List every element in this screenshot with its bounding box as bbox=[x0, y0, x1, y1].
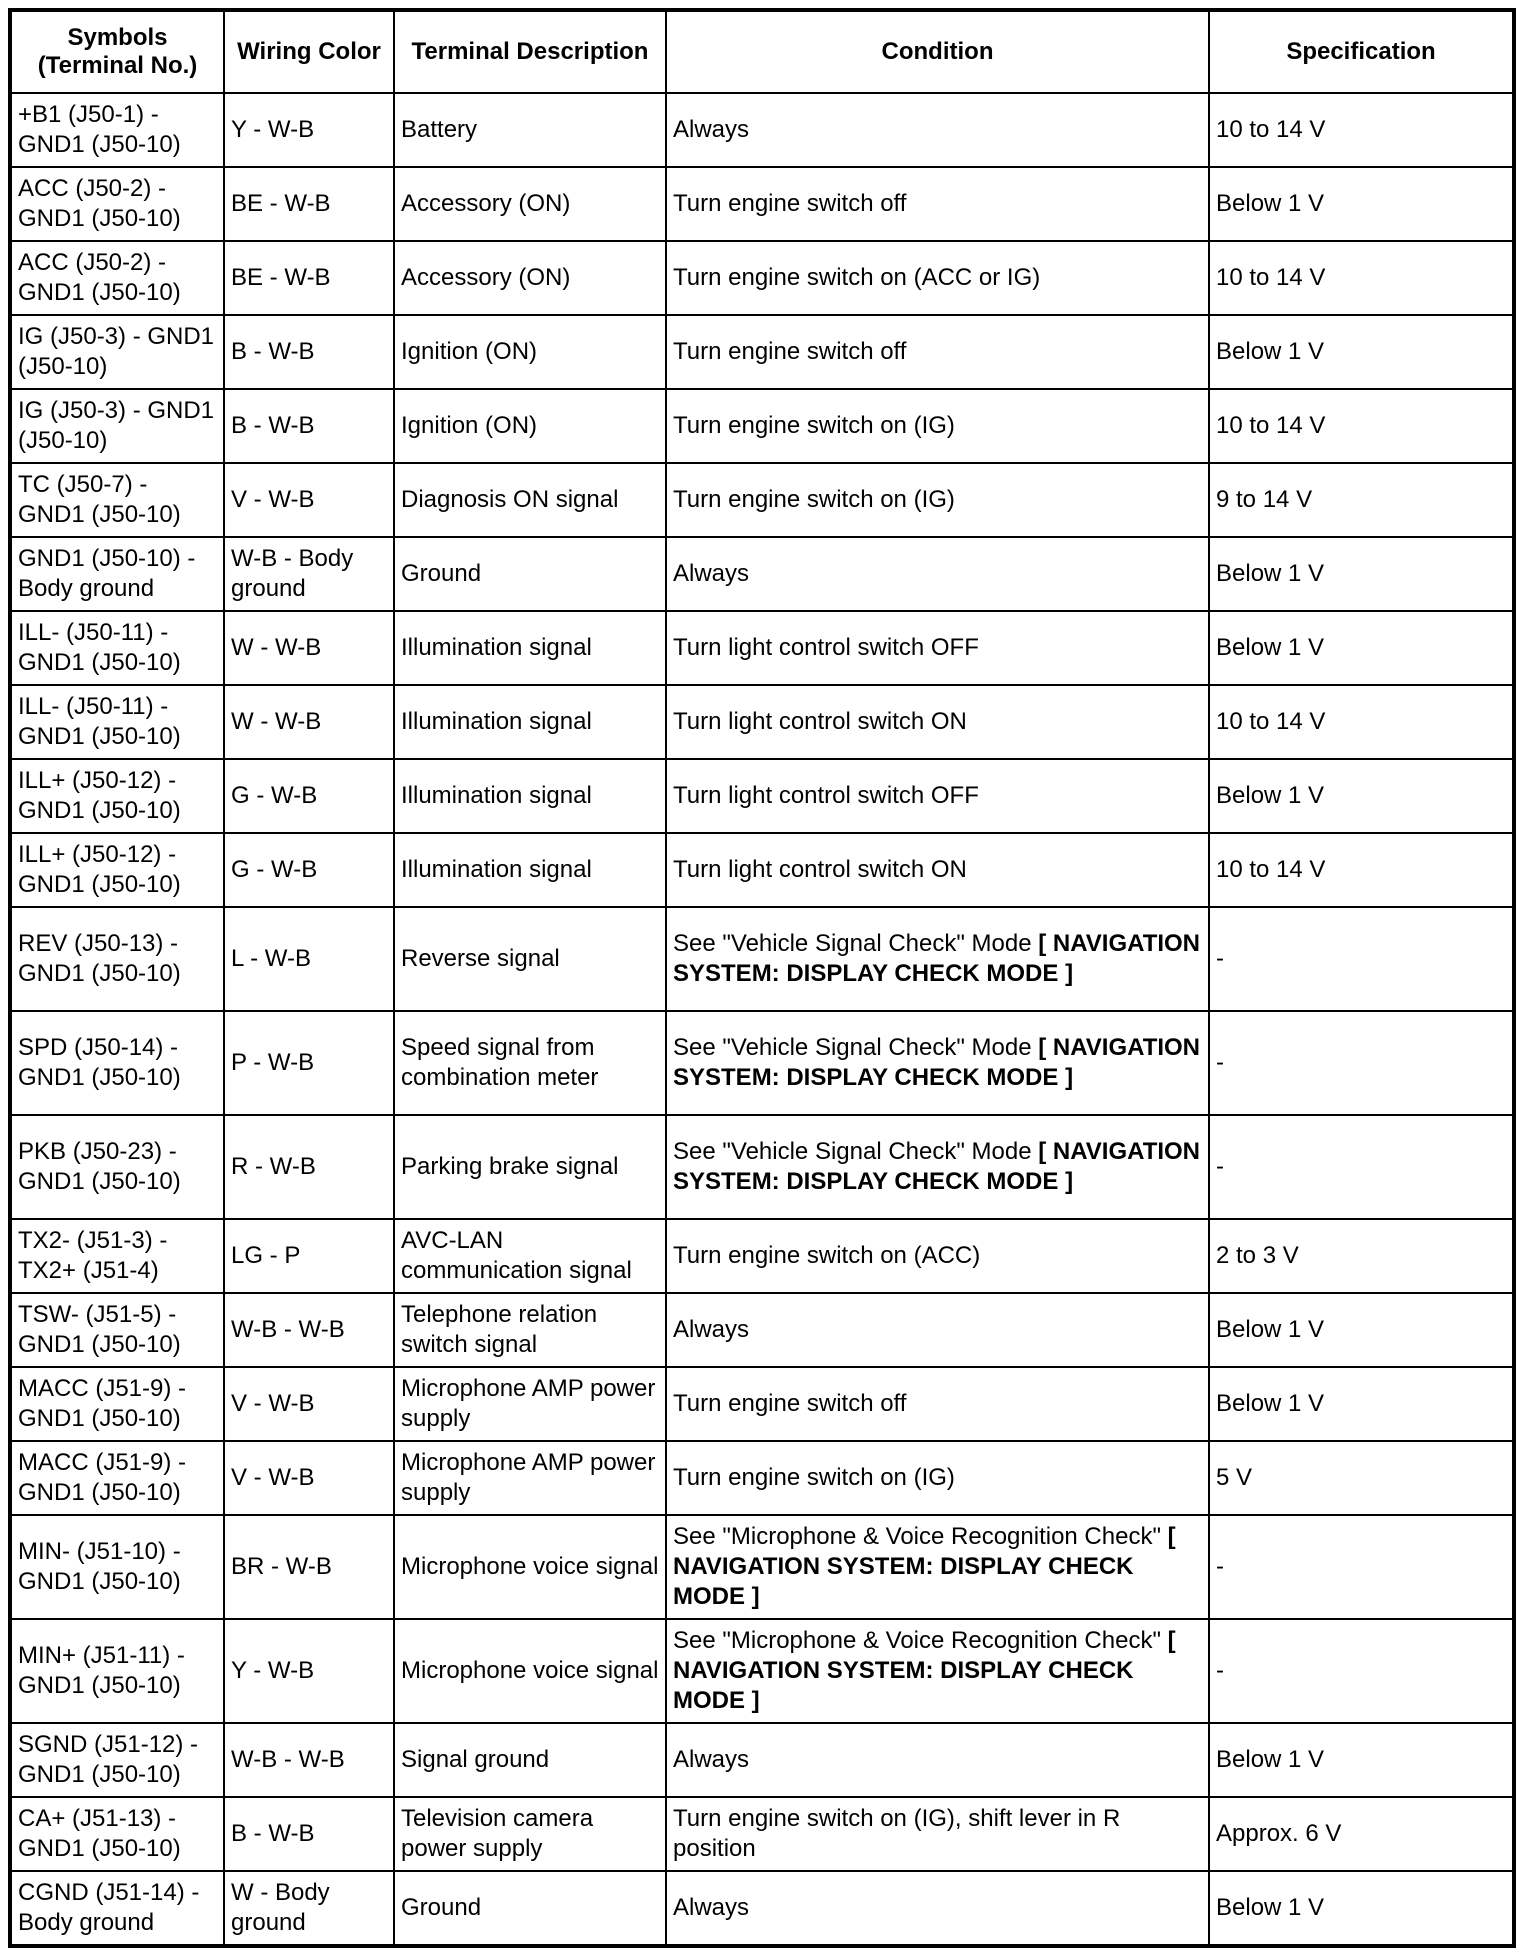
description-cell: Accessory (ON) bbox=[394, 167, 666, 241]
condition-text: Turn engine switch on (ACC or IG) bbox=[673, 264, 1041, 291]
wiring-color-cell: V - W-B bbox=[224, 463, 394, 537]
condition-text: Always bbox=[673, 116, 750, 143]
wiring-color-cell: Y - W-B bbox=[224, 1619, 394, 1723]
condition-text: Turn engine switch off bbox=[673, 190, 907, 217]
condition-text: Turn engine switch on (IG) bbox=[673, 1464, 955, 1491]
condition-cell bbox=[666, 93, 1209, 167]
symbol-cell: TC (J50-7) - GND1 (J50-10) bbox=[10, 463, 224, 537]
description-cell: Battery bbox=[394, 93, 666, 167]
table-row bbox=[10, 1115, 1514, 1219]
symbol-cell: REV (J50-13) - GND1 (J50-10) bbox=[10, 907, 224, 1011]
symbol-cell: TSW- (J51-5) - GND1 (J50-10) bbox=[10, 1293, 224, 1367]
symbol-cell: MACC (J51-9) - GND1 (J50-10) bbox=[10, 1367, 224, 1441]
symbol-cell: MACC (J51-9) - GND1 (J50-10) bbox=[10, 1441, 224, 1515]
table-row bbox=[10, 1797, 1514, 1871]
description-cell: Illumination signal bbox=[394, 611, 666, 685]
condition-cell bbox=[666, 1723, 1209, 1797]
symbol-cell: SGND (J51-12) - GND1 (J50-10) bbox=[10, 1723, 224, 1797]
condition-text: See "Vehicle Signal Check" Mode bbox=[673, 1138, 1039, 1165]
specification-cell: - bbox=[1209, 1619, 1514, 1723]
table-row bbox=[10, 93, 1514, 167]
condition-text: See "Vehicle Signal Check" Mode bbox=[673, 1034, 1039, 1061]
condition-cell bbox=[666, 1619, 1209, 1723]
condition-cell bbox=[666, 389, 1209, 463]
condition-cell bbox=[666, 1515, 1209, 1619]
condition-cell bbox=[666, 1797, 1209, 1871]
table-row bbox=[10, 833, 1514, 907]
wiring-color-cell: W - Body ground bbox=[224, 1871, 394, 1946]
specification-cell: Below 1 V bbox=[1209, 1723, 1514, 1797]
specification-cell: 10 to 14 V bbox=[1209, 685, 1514, 759]
wiring-color-cell: B - W-B bbox=[224, 315, 394, 389]
specification-cell: 10 to 14 V bbox=[1209, 93, 1514, 167]
table-body bbox=[10, 93, 1514, 1946]
wiring-color-cell: W - W-B bbox=[224, 685, 394, 759]
condition-text: See "Microphone & Voice Recognition Check" bbox=[673, 1627, 1168, 1654]
condition-reference: [ NAVIGATION SYSTEM: DISPLAY CHECK MODE ] bbox=[673, 930, 1201, 987]
wiring-color-cell: R - W-B bbox=[224, 1115, 394, 1219]
description-cell: Illumination signal bbox=[394, 759, 666, 833]
specification-cell: - bbox=[1209, 1515, 1514, 1619]
wiring-color-cell: B - W-B bbox=[224, 389, 394, 463]
table-row bbox=[10, 1515, 1514, 1619]
wiring-color-cell: W-B - Body ground bbox=[224, 537, 394, 611]
symbol-cell: GND1 (J50-10) - Body ground bbox=[10, 537, 224, 611]
specification-cell: Below 1 V bbox=[1209, 537, 1514, 611]
specification-cell: Below 1 V bbox=[1209, 611, 1514, 685]
table-row bbox=[10, 463, 1514, 537]
description-cell: Signal ground bbox=[394, 1723, 666, 1797]
symbol-cell: PKB (J50-23) - GND1 (J50-10) bbox=[10, 1115, 224, 1219]
table-row bbox=[10, 241, 1514, 315]
condition-text: Turn light control switch ON bbox=[673, 708, 967, 735]
symbol-cell: IG (J50-3) - GND1 (J50-10) bbox=[10, 315, 224, 389]
condition-text: Turn engine switch off bbox=[673, 1390, 907, 1417]
table-row bbox=[10, 1871, 1514, 1946]
condition-cell bbox=[666, 1871, 1209, 1946]
condition-text: Always bbox=[673, 1894, 750, 1921]
symbol-cell: SPD (J50-14) - GND1 (J50-10) bbox=[10, 1011, 224, 1115]
wiring-color-cell: W-B - W-B bbox=[224, 1293, 394, 1367]
wiring-color-cell: P - W-B bbox=[224, 1011, 394, 1115]
symbol-cell: ILL+ (J50-12) - GND1 (J50-10) bbox=[10, 833, 224, 907]
description-cell: Accessory (ON) bbox=[394, 241, 666, 315]
condition-cell bbox=[666, 1367, 1209, 1441]
condition-cell bbox=[666, 1011, 1209, 1115]
table-row bbox=[10, 907, 1514, 1011]
condition-cell bbox=[666, 537, 1209, 611]
condition-text: Turn light control switch ON bbox=[673, 856, 967, 883]
condition-text: See "Microphone & Voice Recognition Check" bbox=[673, 1523, 1168, 1550]
condition-text: Turn engine switch on (IG), shift lever in R position bbox=[673, 1805, 1121, 1862]
header-condition: Condition bbox=[666, 10, 1209, 93]
specification-cell: Approx. 6 V bbox=[1209, 1797, 1514, 1871]
specification-cell: - bbox=[1209, 1115, 1514, 1219]
specification-cell: 2 to 3 V bbox=[1209, 1219, 1514, 1293]
description-cell: Diagnosis ON signal bbox=[394, 463, 666, 537]
condition-cell bbox=[666, 1441, 1209, 1515]
description-cell: Illumination signal bbox=[394, 685, 666, 759]
condition-text: Turn engine switch off bbox=[673, 338, 907, 365]
header-terminal-description: Terminal Description bbox=[394, 10, 666, 93]
terminal-specification-table bbox=[8, 8, 1516, 1948]
header-row bbox=[10, 10, 1514, 93]
condition-cell bbox=[666, 167, 1209, 241]
wiring-color-cell: LG - P bbox=[224, 1219, 394, 1293]
condition-reference: [ NAVIGATION SYSTEM: DISPLAY CHECK MODE ] bbox=[673, 1523, 1176, 1610]
specification-cell: 10 to 14 V bbox=[1209, 389, 1514, 463]
symbol-cell: +B1 (J50-1) - GND1 (J50-10) bbox=[10, 93, 224, 167]
specification-cell: Below 1 V bbox=[1209, 759, 1514, 833]
description-cell: Parking brake signal bbox=[394, 1115, 666, 1219]
symbol-cell: MIN+ (J51-11) - GND1 (J50-10) bbox=[10, 1619, 224, 1723]
table-row bbox=[10, 537, 1514, 611]
condition-cell bbox=[666, 611, 1209, 685]
condition-cell bbox=[666, 1293, 1209, 1367]
table-row bbox=[10, 389, 1514, 463]
condition-text: See "Vehicle Signal Check" Mode bbox=[673, 930, 1039, 957]
wiring-color-cell: G - W-B bbox=[224, 759, 394, 833]
symbol-cell: TX2- (J51-3) - TX2+ (J51-4) bbox=[10, 1219, 224, 1293]
description-cell: Ground bbox=[394, 1871, 666, 1946]
specification-cell: 10 to 14 V bbox=[1209, 833, 1514, 907]
table-row bbox=[10, 1723, 1514, 1797]
table-row bbox=[10, 611, 1514, 685]
header-wiring-color: Wiring Color bbox=[224, 10, 394, 93]
wiring-color-cell: W - W-B bbox=[224, 611, 394, 685]
description-cell: Reverse signal bbox=[394, 907, 666, 1011]
specification-cell: Below 1 V bbox=[1209, 315, 1514, 389]
condition-cell bbox=[666, 685, 1209, 759]
description-cell: Microphone voice signal bbox=[394, 1515, 666, 1619]
table-row bbox=[10, 685, 1514, 759]
wiring-color-cell: B - W-B bbox=[224, 1797, 394, 1871]
condition-cell bbox=[666, 241, 1209, 315]
condition-reference: [ NAVIGATION SYSTEM: DISPLAY CHECK MODE ] bbox=[673, 1627, 1176, 1714]
condition-reference: [ NAVIGATION SYSTEM: DISPLAY CHECK MODE ] bbox=[673, 1034, 1201, 1091]
specification-cell: Below 1 V bbox=[1209, 1367, 1514, 1441]
condition-text: Turn engine switch on (IG) bbox=[673, 412, 955, 439]
condition-cell bbox=[666, 315, 1209, 389]
condition-cell bbox=[666, 833, 1209, 907]
table-row bbox=[10, 1619, 1514, 1723]
description-cell: Telephone relation switch signal bbox=[394, 1293, 666, 1367]
description-cell: Microphone voice signal bbox=[394, 1619, 666, 1723]
condition-text: Always bbox=[673, 1316, 750, 1343]
symbol-cell: CGND (J51-14) - Body ground bbox=[10, 1871, 224, 1946]
condition-text: Turn light control switch OFF bbox=[673, 634, 979, 661]
condition-text: Turn engine switch on (ACC) bbox=[673, 1242, 981, 1269]
wiring-color-cell: V - W-B bbox=[224, 1367, 394, 1441]
table-row bbox=[10, 1011, 1514, 1115]
description-cell: Television camera power supply bbox=[394, 1797, 666, 1871]
condition-text: Always bbox=[673, 560, 750, 587]
description-cell: Microphone AMP power supply bbox=[394, 1441, 666, 1515]
specification-cell: 5 V bbox=[1209, 1441, 1514, 1515]
wiring-color-cell: Y - W-B bbox=[224, 93, 394, 167]
description-cell: Ignition (ON) bbox=[394, 315, 666, 389]
specification-cell: - bbox=[1209, 907, 1514, 1011]
description-cell: Ignition (ON) bbox=[394, 389, 666, 463]
terminal-table-container bbox=[8, 8, 1512, 1948]
specification-cell: Below 1 V bbox=[1209, 1293, 1514, 1367]
condition-text: Turn engine switch on (IG) bbox=[673, 486, 955, 513]
condition-cell bbox=[666, 1219, 1209, 1293]
wiring-color-cell: L - W-B bbox=[224, 907, 394, 1011]
wiring-color-cell: BE - W-B bbox=[224, 241, 394, 315]
header-symbols: Symbols (Terminal No.) bbox=[10, 10, 224, 93]
symbol-cell: ACC (J50-2) - GND1 (J50-10) bbox=[10, 167, 224, 241]
table-row bbox=[10, 315, 1514, 389]
symbol-cell: CA+ (J51-13) - GND1 (J50-10) bbox=[10, 1797, 224, 1871]
condition-cell bbox=[666, 1115, 1209, 1219]
header-specification: Specification bbox=[1209, 10, 1514, 93]
description-cell: Ground bbox=[394, 537, 666, 611]
table-row bbox=[10, 1367, 1514, 1441]
specification-cell: 10 to 14 V bbox=[1209, 241, 1514, 315]
description-cell: Illumination signal bbox=[394, 833, 666, 907]
description-cell: AVC-LAN communication signal bbox=[394, 1219, 666, 1293]
wiring-color-cell: V - W-B bbox=[224, 1441, 394, 1515]
condition-cell bbox=[666, 907, 1209, 1011]
specification-cell: Below 1 V bbox=[1209, 167, 1514, 241]
symbol-cell: IG (J50-3) - GND1 (J50-10) bbox=[10, 389, 224, 463]
table-row bbox=[10, 167, 1514, 241]
specification-cell: 9 to 14 V bbox=[1209, 463, 1514, 537]
condition-reference: [ NAVIGATION SYSTEM: DISPLAY CHECK MODE ] bbox=[673, 1138, 1201, 1195]
condition-cell bbox=[666, 463, 1209, 537]
wiring-color-cell: W-B - W-B bbox=[224, 1723, 394, 1797]
table-row bbox=[10, 1441, 1514, 1515]
condition-text: Always bbox=[673, 1746, 750, 1773]
symbol-cell: ILL- (J50-11) - GND1 (J50-10) bbox=[10, 685, 224, 759]
wiring-color-cell: BR - W-B bbox=[224, 1515, 394, 1619]
specification-cell: - bbox=[1209, 1011, 1514, 1115]
symbol-cell: ILL- (J50-11) - GND1 (J50-10) bbox=[10, 611, 224, 685]
condition-cell bbox=[666, 759, 1209, 833]
specification-cell: Below 1 V bbox=[1209, 1871, 1514, 1946]
table-row bbox=[10, 1293, 1514, 1367]
wiring-color-cell: BE - W-B bbox=[224, 167, 394, 241]
symbol-cell: ACC (J50-2) - GND1 (J50-10) bbox=[10, 241, 224, 315]
condition-text: Turn light control switch OFF bbox=[673, 782, 979, 809]
description-cell: Speed signal from combination meter bbox=[394, 1011, 666, 1115]
symbol-cell: ILL+ (J50-12) - GND1 (J50-10) bbox=[10, 759, 224, 833]
description-cell: Microphone AMP power supply bbox=[394, 1367, 666, 1441]
table-row bbox=[10, 759, 1514, 833]
symbol-cell: MIN- (J51-10) - GND1 (J50-10) bbox=[10, 1515, 224, 1619]
wiring-color-cell: G - W-B bbox=[224, 833, 394, 907]
table-row bbox=[10, 1219, 1514, 1293]
